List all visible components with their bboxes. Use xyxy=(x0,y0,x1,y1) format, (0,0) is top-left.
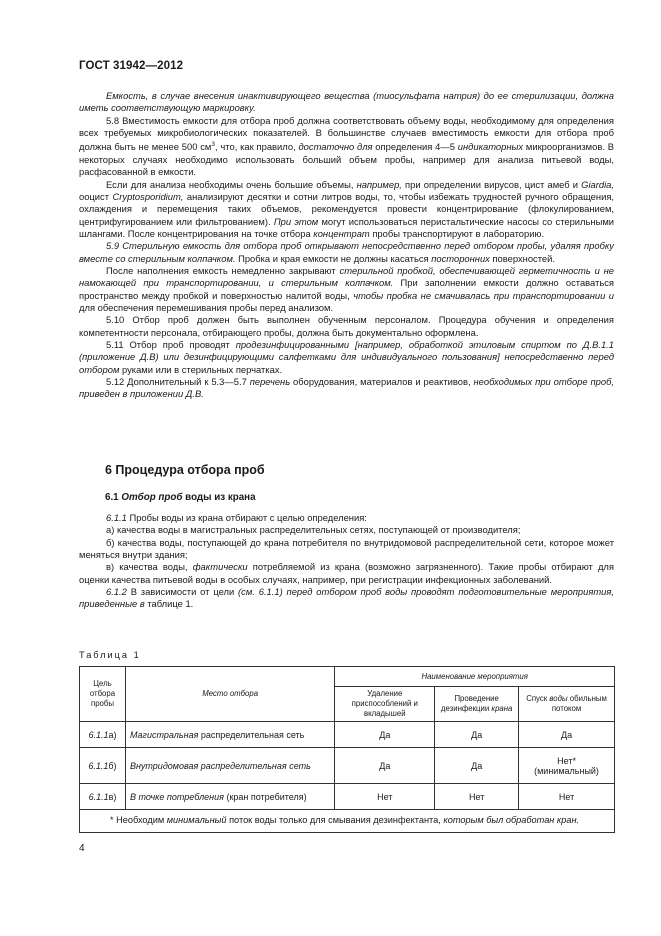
paragraph-5-9 xyxy=(79,240,614,265)
text-run: б) качества воды, поступающей до крана потребителя по внутридомовой распределительной сети, которое может меняться внутри здания; xyxy=(79,536,614,561)
paragraph-large-volumes xyxy=(79,179,614,241)
text-run: в) качества воды, xyxy=(106,561,193,573)
section-6-heading: 6 Процедура отбора проб xyxy=(105,463,265,477)
text-run: (минимальный) xyxy=(534,765,599,776)
paragraph-after-filling xyxy=(79,265,614,314)
text-run: Giardia, xyxy=(581,178,614,190)
text-run: таблице 1. xyxy=(144,598,194,610)
cell-place xyxy=(125,722,334,748)
cell-id xyxy=(80,748,126,784)
table-row xyxy=(80,784,615,810)
text-run: ооцист xyxy=(79,190,113,202)
text-run: при определении вирусов, цист амеб и xyxy=(401,178,582,190)
text-run: * Необходим xyxy=(110,815,167,825)
text-run: 6.1.1 xyxy=(88,729,109,740)
text-run: фактически xyxy=(192,561,248,573)
table-note-row xyxy=(80,810,615,833)
paragraph-6-1-1 xyxy=(79,512,614,524)
text-run: Магистральная xyxy=(129,729,199,740)
cell-value: Нет xyxy=(519,784,615,810)
text-run: продезинфицированными [например, обработкой этиловым спиртом по Д.В.1.1 (приложение Д.В) или дезинфицирующими салфетками для индивидуального пользования] непосредственно перед отбором xyxy=(79,339,614,375)
cell-value: Да xyxy=(435,722,519,748)
text-run: В точке потребления xyxy=(129,791,224,802)
text-run: 6.1.1 xyxy=(88,760,109,771)
text-run: Пробы воды из крана отбирают с целью определения: xyxy=(126,512,367,523)
text-run: перечень xyxy=(249,376,291,388)
text-run: оборудования, материалов и реактивов, xyxy=(290,376,474,388)
text-run: достаточно для xyxy=(298,141,373,153)
cell-value: Нет xyxy=(335,784,435,810)
text-run: 5.9 Стерильную емкость для отбора проб открывают непосредственно перед отбором пробы, удаляя пробку вместе со стерильным колпачком. xyxy=(79,240,614,264)
text-run: Cryptosporidium, xyxy=(112,190,184,202)
text-run: пробы транспортируют в лабораторию. xyxy=(369,227,545,239)
paragraph-container-marking xyxy=(79,90,614,115)
table-header-row xyxy=(80,667,615,687)
text-run: воды xyxy=(549,694,568,703)
cell-value: Да xyxy=(435,748,519,784)
text-run: для обеспечения перемешивания пробы перед анализом. xyxy=(79,301,334,313)
text-run: необходимых при отборе проб, приведен в приложении Д.В. xyxy=(79,376,614,400)
text-run: крана xyxy=(491,704,513,713)
cell-id xyxy=(80,784,126,810)
cell-value: Да xyxy=(335,722,435,748)
table-caption: Таблица 1 xyxy=(79,650,141,660)
section-6-1-heading xyxy=(105,492,256,503)
text-run: например, xyxy=(356,178,402,190)
section5-text xyxy=(79,90,614,401)
text-run: Пробка и края емкости не должны касаться xyxy=(235,252,432,264)
header-flushing xyxy=(519,687,615,722)
text-run: Проведение дезинфекции xyxy=(440,694,499,713)
text-run: Нет* xyxy=(557,755,576,766)
text-run: обильным потоком xyxy=(551,694,607,713)
text-run: поверхностей. xyxy=(489,252,555,264)
text-run: 6.1.1 xyxy=(88,791,109,802)
text-run: а) качества воды в магистральных распределительных сетях, поступающей от производителя; xyxy=(106,524,521,536)
header-target: Цель отбора пробы xyxy=(80,667,126,722)
text-run: а) xyxy=(108,729,117,740)
document-header: ГОСТ 31942—2012 xyxy=(79,60,184,72)
text-run: 5.11 Отбор проб проводят xyxy=(106,339,236,350)
text-run: индикаторных xyxy=(457,141,524,153)
header-measures: Наименование мероприятия xyxy=(335,667,615,687)
paragraph-5-12 xyxy=(79,376,614,401)
text-run: 6.1.1 xyxy=(106,512,127,523)
text-run: При этом xyxy=(273,215,319,227)
text-run: 6.1.2 xyxy=(106,586,127,598)
text-run: 5.8 Вместимость емкости для отбора проб должна соответствовать объему воды, необходимому для определения всех требуемых микробиологических показателей. В большинстве случаев вместимость емкости для отбора проб должна быть не менее 500 см xyxy=(79,114,614,153)
text-run: руками или в стерильных перчатках. xyxy=(119,363,283,375)
header-disinfection xyxy=(435,687,519,722)
text-run: потребляемой из крана (возможно загрязненного). Такие пробы отбирают для оценки качества питьевой воды в особых случаях, например, при регистрации инфекционных заболеваний. xyxy=(79,561,614,585)
page-number: 4 xyxy=(79,843,85,854)
text-run: Внутридомовая распределительная сеть xyxy=(129,760,311,771)
text-run: стерильной пробкой, обеспечивающей герметичность и не намокающей при транспортировании, и стерильным колпачком. xyxy=(79,264,614,289)
list-item-b xyxy=(79,537,614,562)
text-run: Отбор проб xyxy=(121,492,183,503)
text-run: чтобы пробка не смачивалась при транспортировании и xyxy=(353,289,614,301)
header-remove-fittings: Удаление приспособлений и вкладышей xyxy=(335,687,435,722)
text-run: При заполнении емкости должно оставаться пространство между пробкой и поверхностью налитой воды, xyxy=(79,277,615,301)
text-run: распределительная сеть xyxy=(198,729,305,740)
text-run: После наполнения емкость немедленно закрывают xyxy=(106,264,340,276)
header-place: Место отбора xyxy=(125,667,334,722)
text-run: воды из крана xyxy=(182,492,256,503)
text-run: концентрат xyxy=(313,227,370,239)
text-run: минимальный xyxy=(166,815,227,825)
text-run: Емкость, в случае внесения инактивирующего вещества (тиосульфата натрия) до ее стерилизации, должна иметь соответствующую маркировку. xyxy=(79,90,614,114)
cell-place xyxy=(125,784,334,810)
table-note xyxy=(80,810,615,833)
text-run: 5.12 Дополнительный к 5.3—5.7 xyxy=(106,376,250,388)
text-run: , что, как правило, xyxy=(215,141,299,153)
text-run: поток воды только для смывания дезинфектанта, xyxy=(226,815,444,825)
text-run: в) xyxy=(108,791,117,802)
cell-value: Нет xyxy=(435,784,519,810)
text-run: (см. 6.1.1) перед отбором проб воды проводят подготовительные мероприятия, приведенные в xyxy=(79,586,614,610)
cell-value: Да xyxy=(519,722,615,748)
cell-id xyxy=(80,722,126,748)
section6-text xyxy=(79,512,614,611)
paragraph-6-1-2 xyxy=(79,586,614,611)
text-run: б) xyxy=(108,760,117,771)
text-run: В зависимости от цели xyxy=(126,586,239,598)
text-run: которым был обработан кран. xyxy=(443,815,580,825)
cell-place xyxy=(125,748,334,784)
paragraph-5-11 xyxy=(79,339,614,376)
table-row xyxy=(80,748,615,784)
table-row xyxy=(80,722,615,748)
text-run: (кран потребителя) xyxy=(223,791,307,802)
paragraph-5-10 xyxy=(79,314,614,339)
text-run: могут использоваться перистальтические насосы со стерильными шлангами. После концентрирования на точке отбора xyxy=(79,215,614,239)
text-run: Спуск xyxy=(526,694,550,703)
text-run: Если для анализа необходимы очень большие объемы, xyxy=(106,178,357,190)
text-run: анализируют десятки и сотни литров воды, то, чтобы избежать трудностей ручного обращения, охлаждения и перемещения таких объемов, рекомендуется провести концентрирование (флокулированием, центрифугированием или фильтрованием). xyxy=(79,190,614,227)
superscript: 3 xyxy=(211,141,215,149)
text-run: определения 4—5 xyxy=(372,141,458,153)
list-item-c xyxy=(79,561,614,586)
table-1 xyxy=(79,666,615,833)
text-run: 5.10 Отбор проб должен быть выполнен обученным персоналом. Процедура обучения и определения компетентности персонала, отбирающего пробы, должна быть документально оформлена. xyxy=(79,314,614,338)
paragraph-5-8 xyxy=(79,115,614,179)
text-run: посторонних xyxy=(431,252,490,264)
cell-value: Да xyxy=(335,748,435,784)
cell-value xyxy=(519,748,615,784)
text-run: 6.1 xyxy=(105,492,122,503)
list-item-a xyxy=(79,524,614,536)
text-run: микроорганизмов. В некоторых случаях необходимо использовать больший объем пробы, например для анализа питьевой воды, расфасованной в емкости. xyxy=(79,141,614,178)
